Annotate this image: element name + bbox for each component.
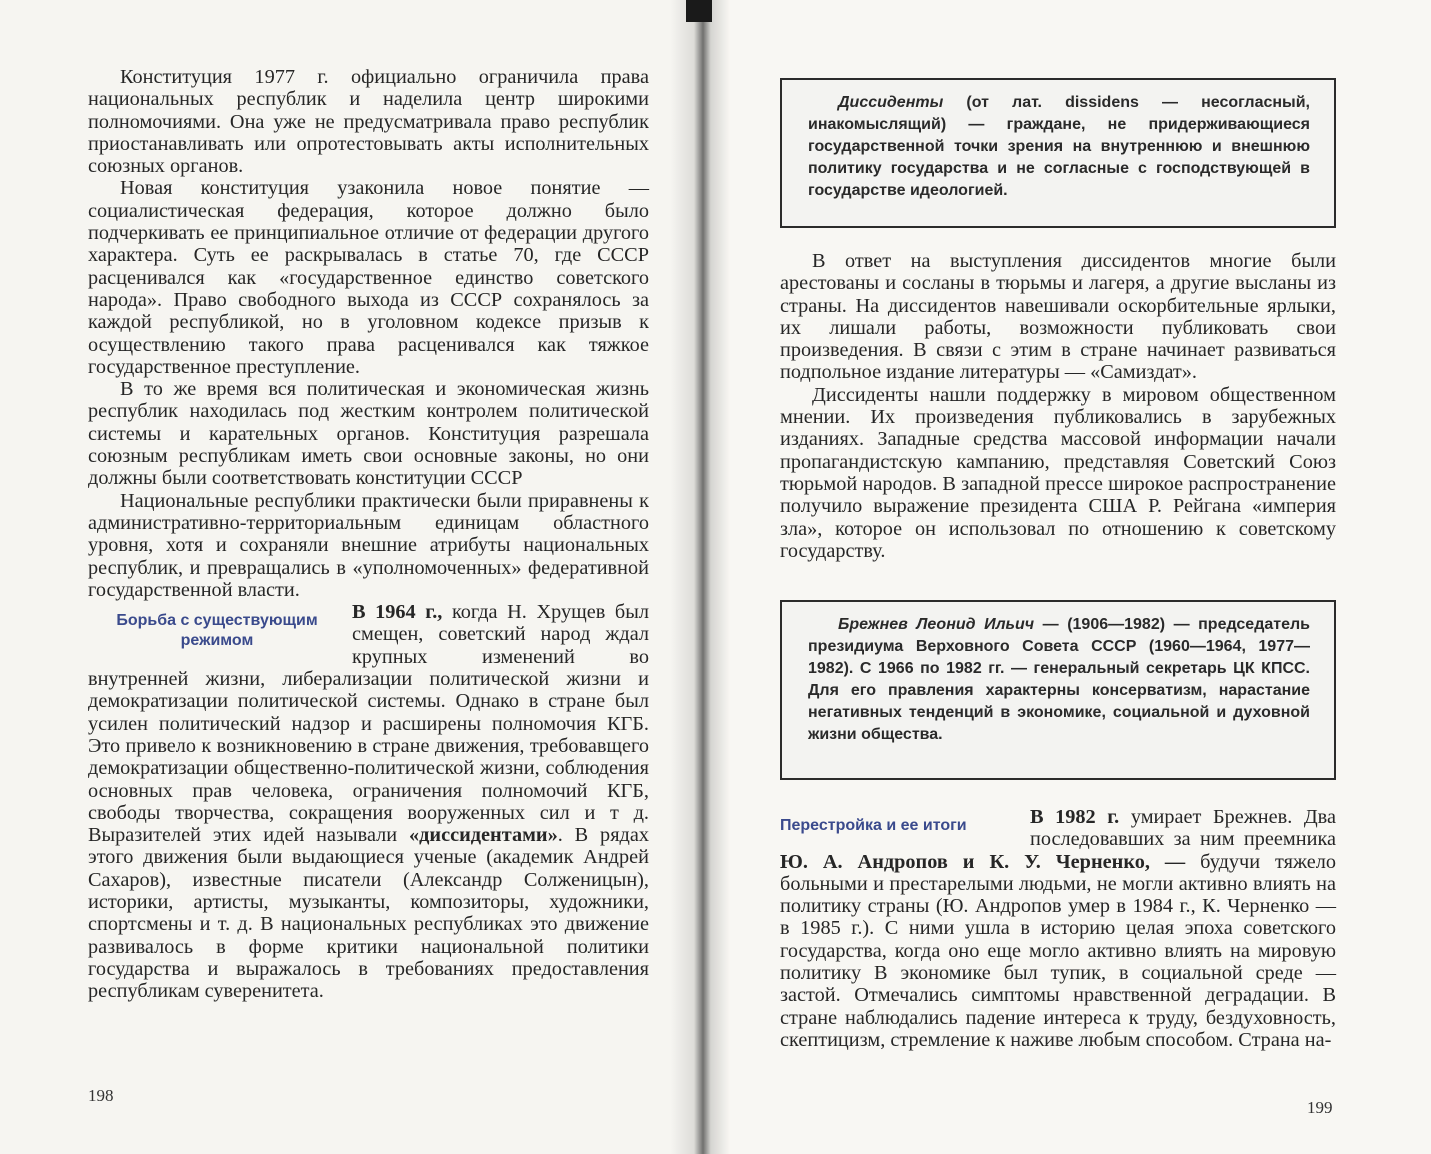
right-page-text-bottom <box>780 806 1336 1051</box>
side-heading-opposition: Борьба с существующим режимом <box>116 612 318 650</box>
paragraph: В ответ на выступления диссидентов многие были арестованы и сосланы в тюрьмы и лагеря, а другие высланы из страны. На диссидентов навешивали оскорбительные ярлыки, их лишали работы, возможности публиковать свои произведения. В связи с этим в стране начинает развиваться подпольное издание литературы — «Самиздат». <box>780 250 1336 384</box>
biography-text <box>808 614 1310 746</box>
paragraph: Новая конституция узаконила новое понятие — социалистическая федерация, которое должно было подчеркивать ее принципиальное отличие от федерации другого характера. Суть ее раскрывалась в статье 70, где СССР расценивался как «государственное единство советского народа». Право свободного выхода из СССР сохранялось за каждой республикой, но в уголовном кодексе призыв к осуществлению такого права расценивался как тяжкое государственное преступление. <box>88 177 649 378</box>
term-dissidents: «диссидентами» <box>409 824 558 847</box>
right-page-text-top <box>780 250 1336 562</box>
paragraph: Национальные республики практически были приравнены к административно-территориальным единицам областного уровня, хотя и сохраняли внешние атрибуты национальных республик, и превращались в «уполномоченных» федеративной государственной власти. <box>88 489 649 601</box>
biography-body: — (1906—1982) — председатель президиума Верховного Совета СССР (1960—1964, 1977—1982). С 1966 по 1982 гг. — генеральный секретарь ЦК КПСС. Для его правления характерны консерватизм, нарастание негативных тенденций в экономике, социальной и духовной жизни общества. <box>808 616 1310 743</box>
side-heading-perestroika: Перестройка и ее итоги <box>780 817 967 834</box>
definition-box-dissidents <box>780 78 1336 228</box>
left-page-text <box>88 66 649 1002</box>
page-number: 198 <box>88 1086 114 1105</box>
paragraph: Диссиденты нашли поддержку в мировом общественном мнении. Их произведения публиковались в зарубежных изданиях. Западные средства массовой информации начали пропагандистскую кампанию, представляя Советский Союз тюрьмой народов. В западной прессе широкое распространение получило выражение президента США Р. Рейгана «империя зла», которое он использовал по отношению к советскому государству. <box>780 383 1336 562</box>
section-paragraph <box>780 806 1336 1051</box>
definition-body: (от лат. dissidens — несогласный, инакомыслящий) — граждане, не придерживающиеся государственной точки зрения на внутреннюю и внешнюю политику государства и не согласные с господствующей в государстве идеологией. <box>808 94 1310 199</box>
section-paragraph <box>88 601 649 1002</box>
biography-term: Брежнев Леонид Ильич <box>838 616 1035 633</box>
paragraph: Конституция 1977 г. официально ограничила права национальных республик и наделила центр широкими полномочиями. Она уже не предусматривала право республик приостанавливать или опротестовывать акты исполнительных союзных органов. <box>88 66 649 178</box>
definition-term: Диссиденты <box>838 94 944 111</box>
biography-box-brezhnev <box>780 600 1336 780</box>
page-number: 199 <box>1307 1098 1333 1117</box>
definition-text <box>808 92 1310 202</box>
lead-date: В 1982 г. <box>1030 806 1120 828</box>
book-spine-edge <box>686 0 712 22</box>
text-run: когда Н. Хрущев был смещен, советский народ ждал крупных изменений во внутренней жизни, либерализации политической жизни и демократизации политической системы. Однако в стране был усилен политический надзор и расширены полномочия КГБ. Это привело к возникновению в стране движения, требовавщего демократизации общественно-политической жизни, соблюдения основных прав человека, ограничения полномочий КГБ, свободы творчества, сокращения вооруженных сил и т д. Выразителей этих идей называли <box>88 601 649 847</box>
book-gutter-shadow <box>670 0 730 1154</box>
text-run: . В рядах этого движения были выдающиеся ученые (академик Андрей Сахаров), известные писатели (Александр Солженицын), историки, артисты, музыканты, композиторы, художники, спортсмены и т. д. В национальных республиках это движение развивалось в форме критики национальной политики государства и выражалось в требованиях предоставления республикам суверенитета. <box>88 824 649 1003</box>
names-andropov-chernenko: Ю. А. Андропов и К. У. Черненко, — <box>780 850 1186 873</box>
text-run: умирает Брежнев. Два последовавших за ним преемника <box>1030 806 1336 851</box>
text-run: будучи тяжело больными и престарелыми людьми, не могли активно влиять на политику страны (Ю. Андропов умер в 1984 г., К. Черненко — в 1985 г.). С ними ушла в историю целая эпоха советского государства, когда оно еще могло активно влиять на мировую политику В экономике был тупик, в социальной среде — застой. Отмечались симптомы нравственной деградации. В стране наблюдались падение интереса к труду, бездуховность, скептицизм, стремление к наживе любым способом. Страна на- <box>780 850 1336 1051</box>
paragraph: В то же время вся политическая и экономическая жизнь республик находилась под жестким контролем политической системы и карательных органов. Конституция разрешала союзным республикам иметь свои основные законы, но они должны были соответствовать конституции СССР <box>88 378 649 490</box>
lead-date: В 1964 г., <box>352 601 443 624</box>
